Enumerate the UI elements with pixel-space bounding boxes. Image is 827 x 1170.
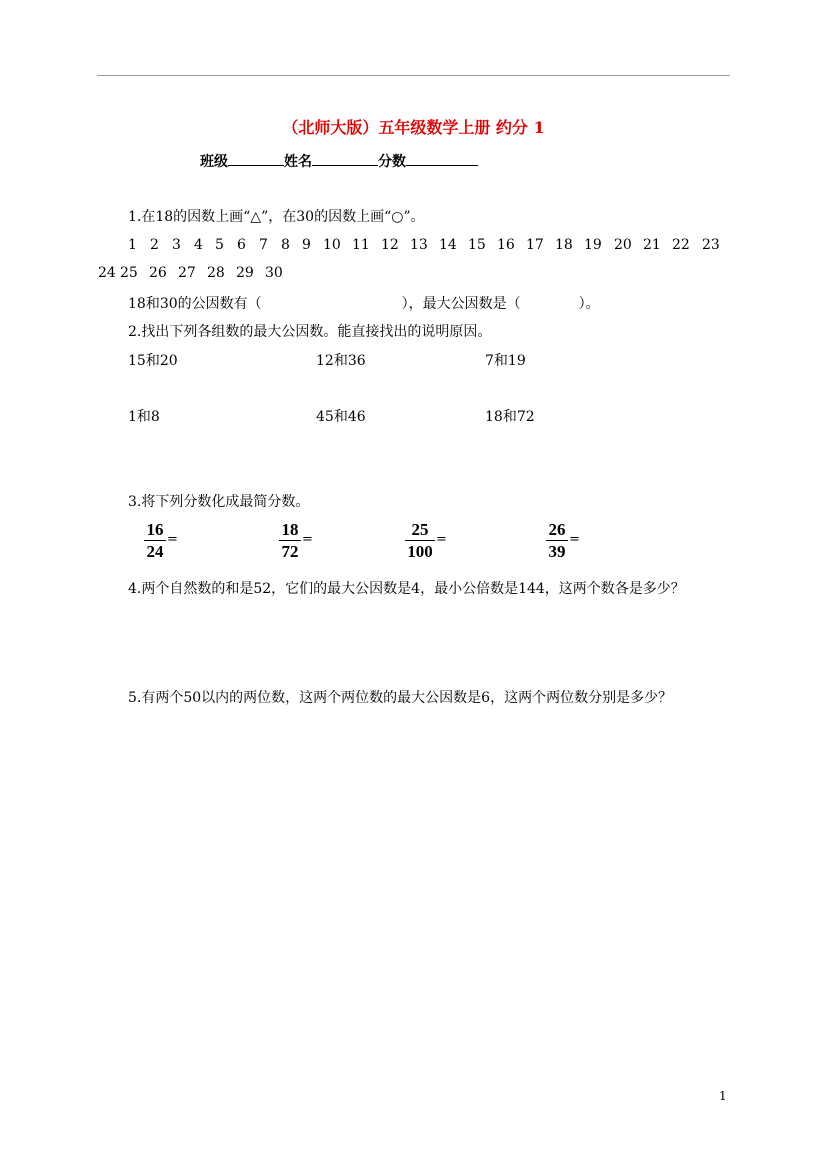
number-item: 1 [128, 237, 137, 253]
pair-item: 7和19 [485, 353, 526, 369]
question-1-text: 1.在18的因数上画“△”，在30的因数上画“○”。 [128, 209, 425, 225]
number-item: 8 [281, 237, 290, 253]
equals-sign: = [569, 532, 580, 547]
class-label: 班级 [200, 154, 228, 170]
number-item: 9 [302, 237, 311, 253]
fraction-numerator: 16 [146, 520, 164, 539]
pair-item: 15和20 [128, 353, 178, 369]
page-number: 1 [719, 1089, 727, 1103]
number-item: 27 [178, 265, 196, 281]
number-item: 19 [584, 237, 602, 253]
score-label: 分数 [378, 154, 406, 170]
number-item: 13 [410, 237, 428, 253]
fraction-item [405, 520, 435, 561]
question-2-text: 2.找出下列各组数的最大公因数。能直接找出的说明原因。 [128, 324, 492, 340]
pair-item: 12和36 [316, 353, 366, 369]
pair-item: 45和46 [316, 409, 366, 425]
fraction-denominator: 24 [146, 542, 164, 561]
name-label: 姓名 [284, 154, 312, 170]
number-item: 18 [555, 237, 573, 253]
page-title: （北师大版）五年级数学上册 约分 1 [282, 118, 545, 137]
fraction-denominator: 100 [407, 542, 433, 561]
fraction-bar [546, 540, 568, 541]
equals-sign: = [302, 532, 313, 547]
pair-item: 18和72 [485, 409, 535, 425]
numbers-row-1 [0, 237, 827, 257]
number-item: 6 [237, 237, 246, 253]
number-item: 16 [497, 237, 515, 253]
score-blank [406, 151, 478, 166]
fraction-numerator: 18 [281, 520, 299, 539]
number-item: 14 [439, 237, 457, 253]
fraction-bar [144, 540, 166, 541]
fraction-bar [405, 540, 435, 541]
number-item: 30 [265, 265, 283, 281]
number-item: 24 [98, 265, 116, 281]
header-rule [97, 75, 730, 76]
number-item: 17 [526, 237, 544, 253]
number-item: 10 [323, 237, 341, 253]
fraction-denominator: 72 [281, 542, 299, 561]
fraction-bar [279, 540, 301, 541]
number-item: 11 [352, 237, 370, 253]
name-blank [312, 151, 378, 166]
number-item: 29 [236, 265, 254, 281]
number-item: 20 [614, 237, 632, 253]
common-factor-prompt [128, 293, 600, 313]
common-factor-prefix: 18和30的公因数有（ [128, 296, 262, 312]
number-item: 7 [259, 237, 268, 253]
fraction-numerator: 25 [411, 520, 429, 539]
equals-sign: = [436, 532, 447, 547]
fraction-item [144, 520, 166, 561]
fraction-item [279, 520, 301, 561]
number-item: 3 [172, 237, 181, 253]
number-item: 23 [702, 237, 720, 253]
number-item: 25 [120, 265, 138, 281]
number-item: 15 [468, 237, 486, 253]
number-item: 28 [207, 265, 225, 281]
fraction-numerator: 26 [548, 520, 566, 539]
number-item: 21 [643, 237, 661, 253]
equals-sign: = [167, 532, 178, 547]
common-factor-suffix: ）。 [578, 296, 600, 312]
pair-item: 1和8 [128, 409, 160, 425]
numbers-row-2 [0, 265, 827, 285]
question-3-text: 3.将下列分数化成最简分数。 [128, 494, 310, 510]
student-info-line [200, 151, 478, 171]
question-5-text: 5.有两个50以内的两位数，这两个两位数的最大公因数是6，这两个两位数分别是多少？ [128, 690, 673, 706]
question-4-text: 4.两个自然数的和是52，它们的最大公因数是4，最小公倍数是144，这两个数各是多少？ [128, 581, 685, 597]
fraction-item [546, 520, 568, 561]
gcd-prompt: ），最大公因数是（ [401, 296, 521, 312]
fraction-denominator: 39 [548, 542, 566, 561]
number-item: 26 [149, 265, 167, 281]
number-item: 4 [194, 237, 203, 253]
number-item: 2 [150, 237, 159, 253]
number-item: 22 [672, 237, 690, 253]
class-blank [228, 151, 284, 166]
number-item: 5 [215, 237, 224, 253]
number-item: 12 [381, 237, 399, 253]
